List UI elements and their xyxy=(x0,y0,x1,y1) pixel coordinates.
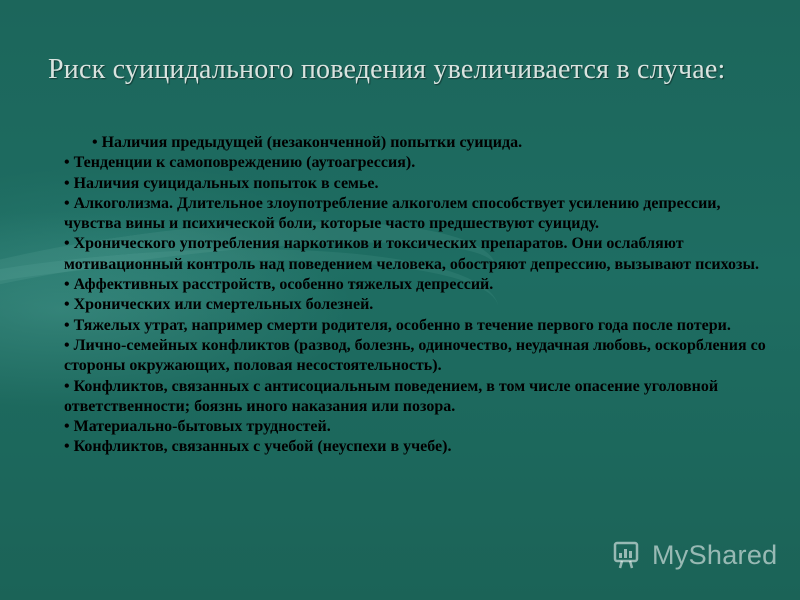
bullet-item: • Хронических или смертельных болезней. xyxy=(64,296,374,314)
bullet-item: • Материально-бытовых трудностей. xyxy=(64,418,331,436)
myshared-logo-icon xyxy=(612,539,646,571)
slide-title: Риск суицидального поведения увеличивается в случае: xyxy=(48,54,726,85)
bullet-item: • Тенденции к самоповреждению (аутоагрессия). xyxy=(64,154,416,172)
watermark-text: MyShared xyxy=(652,539,778,570)
bullet-item: • Конфликтов, связанных с учебой (неуспехи в учебе). xyxy=(64,438,452,456)
bullet-item: • Конфликтов, связанных с антисоциальным поведением, в том числе опасение уголовной ответственности; боязнь иного наказания или позора. xyxy=(64,377,719,415)
myshared-watermark[interactable] xyxy=(612,536,782,574)
bullet-item: • Наличия суицидальных попыток в семье. xyxy=(64,174,379,192)
bullet-item: • Хронического употребления наркотиков и токсических препаратов. Они ослабляют мотивационный контроль над поведением человека, обостряют депрессию, вызывают психозы. xyxy=(64,235,759,273)
bullet-item: • Наличия предыдущей (незаконченной) попытки суицида. xyxy=(92,134,523,151)
bullet-item: • Тяжелых утрат, например смерти родителя, особенно в течение первого года после потери. xyxy=(64,316,731,334)
bullet-item: • Алкоголизма. Длительное злоупотребление алкоголем способствует усилению депрессии, чувства вины и психической боли, которые часто предшествуют суициду. xyxy=(64,194,721,233)
bullet-item: • Лично-семейных конфликтов (развод, болезнь, одиночество, неудачная любовь, оскорбления со стороны окружающих, половая несостоятельность). xyxy=(64,336,766,375)
bullet-list xyxy=(64,133,776,458)
bullet-item: • Аффективных расстройств, особенно тяжелых депрессий. xyxy=(64,276,494,294)
